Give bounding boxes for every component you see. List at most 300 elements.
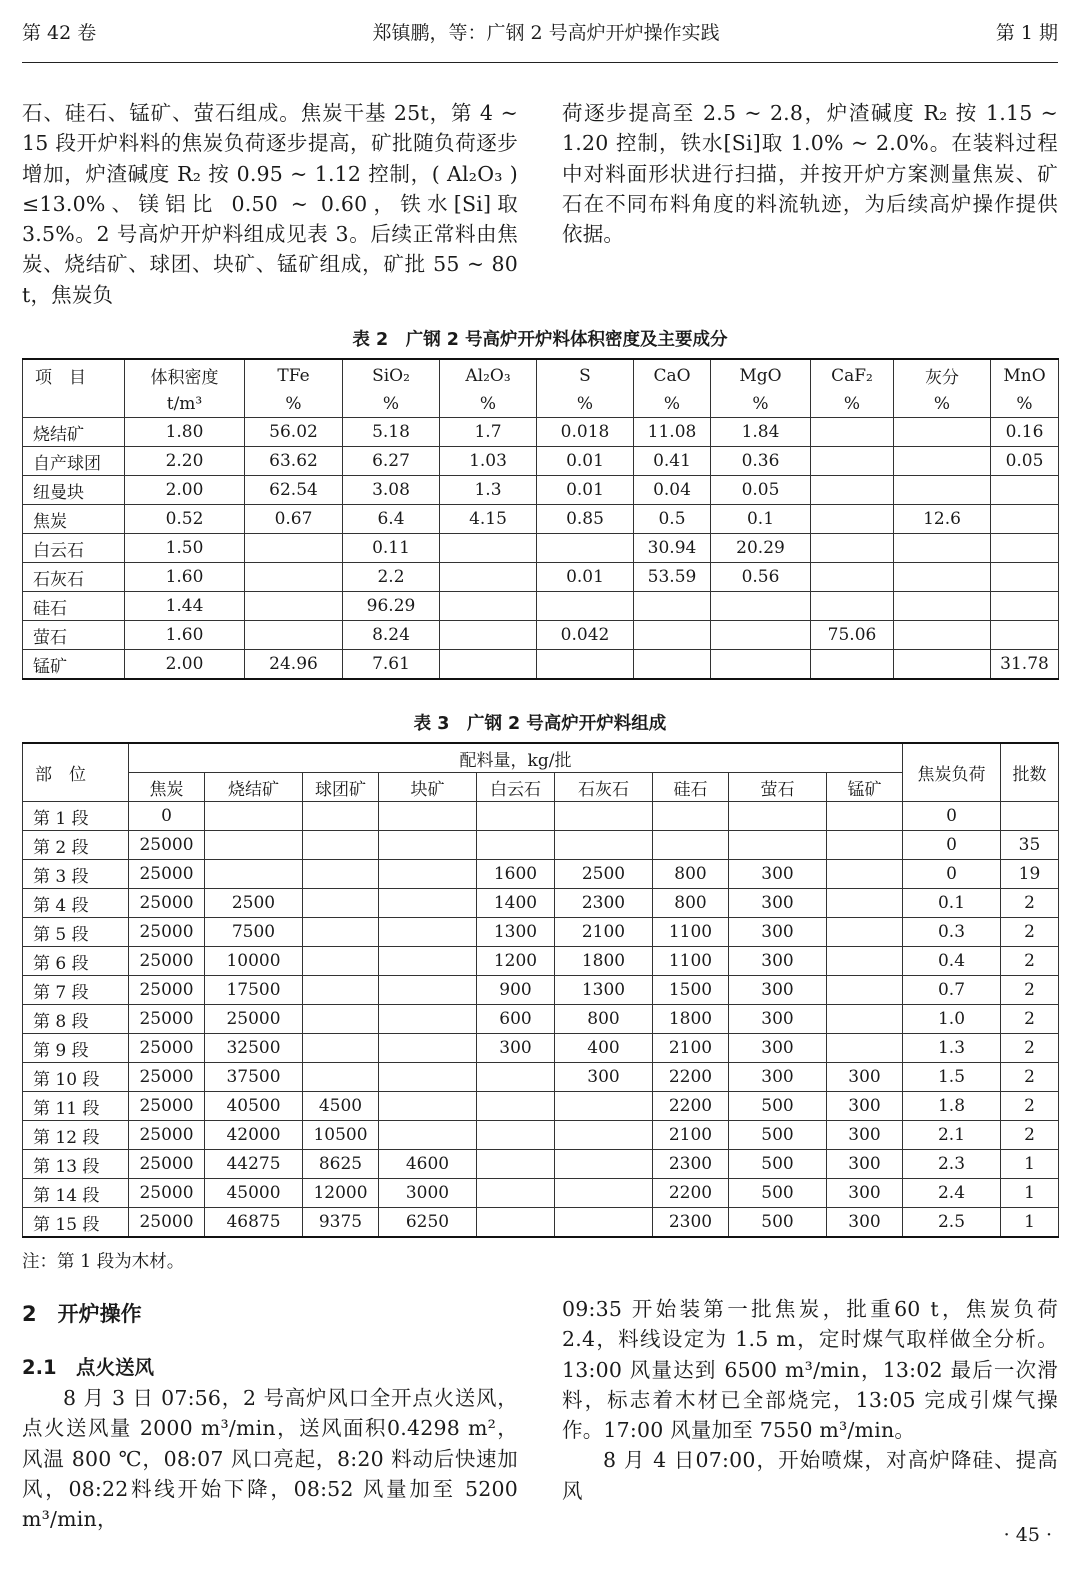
table-row xyxy=(23,1005,1059,1034)
section2-left-text: 8 月 3 日 07:56，2 号高炉风口全开点火送风，点火送风量 2000 m³/min，送风面积0.4298 m²，风温 800 ℃，08:07 风口亮起，8:20 料动后快速加风，08:22料线开始下降，08:52 风量加至 5200 m³/min， xyxy=(22,1386,518,1532)
table2-unit-row xyxy=(23,391,1059,418)
table2-unit-cell: % xyxy=(711,391,811,418)
table-cell xyxy=(477,1121,555,1150)
table-cell: 40500 xyxy=(205,1092,303,1121)
table-cell xyxy=(477,1208,555,1238)
intro-left-column xyxy=(22,98,518,310)
table-row xyxy=(23,1121,1059,1150)
table-cell xyxy=(477,1092,555,1121)
table2 xyxy=(22,358,1059,680)
table-cell xyxy=(711,650,811,680)
table-cell: 2 xyxy=(1001,976,1059,1005)
table2-header-cell: Al₂O₃ xyxy=(440,359,537,391)
table-cell: 1.7 xyxy=(440,418,537,447)
page-number: · 45 · xyxy=(1003,1524,1052,1546)
table-cell xyxy=(811,505,894,534)
table-cell: 30.94 xyxy=(634,534,711,563)
intro-right-text: 荷逐步提高至 2.5 ~ 2.8，炉渣碱度 R₂ 按 1.15 ~ 1.20 控制，铁水[Si]取 1.0% ~ 2.0%。在装料过程中对料面形状进行扫描，并按开炉方案测量焦炭、矿石在不同布料角度的料流轨迹，为后续高炉操作提供依据。 xyxy=(562,101,1058,247)
table-cell: 2.00 xyxy=(125,650,245,680)
table-cell xyxy=(205,860,303,889)
table-cell xyxy=(811,592,894,621)
table-cell: 0.41 xyxy=(634,447,711,476)
table-cell xyxy=(379,1034,477,1063)
table-cell: 0.85 xyxy=(537,505,634,534)
table-row xyxy=(23,1063,1059,1092)
table-cell: 25000 xyxy=(129,1121,205,1150)
table-cell xyxy=(303,831,379,860)
table3-part-header: 部 位 xyxy=(23,743,129,802)
table-cell: 37500 xyxy=(205,1063,303,1092)
header-issue: 第 1 期 xyxy=(995,21,1058,44)
table-cell xyxy=(379,918,477,947)
table-cell: 46875 xyxy=(205,1208,303,1238)
table-cell xyxy=(477,802,555,831)
table-row xyxy=(23,918,1059,947)
table-cell: 31.78 xyxy=(991,650,1059,680)
table-cell: 2300 xyxy=(653,1208,729,1238)
table-cell: 第 10 段 xyxy=(23,1063,129,1092)
table-row xyxy=(23,1179,1059,1208)
table-cell: 300 xyxy=(827,1179,903,1208)
table-cell: 25000 xyxy=(129,918,205,947)
table-cell: 0 xyxy=(903,831,1001,860)
table-cell xyxy=(379,1121,477,1150)
table3-sub-header-cell: 块矿 xyxy=(379,773,477,802)
table-cell xyxy=(477,1063,555,1092)
table-cell xyxy=(811,563,894,592)
table2-header-cell: SiO₂ xyxy=(343,359,440,391)
table-cell: 焦炭 xyxy=(23,505,125,534)
table2-unit-cell: % xyxy=(634,391,711,418)
table2-header-cell: 灰分 xyxy=(894,359,991,391)
table3-sub-header-cell: 硅石 xyxy=(653,773,729,802)
table-cell: 300 xyxy=(729,1005,827,1034)
table-cell: 第 15 段 xyxy=(23,1208,129,1238)
table-cell xyxy=(245,592,343,621)
intro-right-column xyxy=(562,98,1058,249)
table-row xyxy=(23,1034,1059,1063)
table3-sub-header-cell: 焦炭 xyxy=(129,773,205,802)
table-row xyxy=(23,947,1059,976)
table-cell xyxy=(245,621,343,650)
table-cell: 0.01 xyxy=(537,563,634,592)
table-cell: 19 xyxy=(1001,860,1059,889)
table-cell: 2500 xyxy=(205,889,303,918)
table-cell: 3.08 xyxy=(343,476,440,505)
table-cell xyxy=(379,831,477,860)
table-cell xyxy=(379,1005,477,1034)
table-cell xyxy=(555,1208,653,1238)
table2-caption: 表 2 广钢 2 号高炉开炉料体积密度及主要成分 xyxy=(352,330,728,350)
table-cell xyxy=(440,563,537,592)
section2-right-paragraph-1: 09:35 开始装第一批焦炭，批重60 t，焦炭负荷 2.4，料线设定为 1.5 m，定时煤气取样做全分析。13:00 风量达到 6500 m³/min，13:02 最后一次滑料，标志着木材已全部烧完，13:05 完成引煤气操作。17:00 风量加至 7550 m³/min。 xyxy=(562,1297,1058,1443)
table-cell: 石灰石 xyxy=(23,563,125,592)
table-cell: 300 xyxy=(729,889,827,918)
table-cell: 2 xyxy=(1001,1121,1059,1150)
table-cell: 0.01 xyxy=(537,476,634,505)
table-cell: 1200 xyxy=(477,947,555,976)
table-cell: 1800 xyxy=(555,947,653,976)
table-row xyxy=(23,476,1059,505)
table-cell: 1600 xyxy=(477,860,555,889)
table-cell: 1.60 xyxy=(125,621,245,650)
table2-body xyxy=(23,418,1059,680)
table-cell: 2 xyxy=(1001,1063,1059,1092)
table-cell: 第 8 段 xyxy=(23,1005,129,1034)
table-cell: 第 5 段 xyxy=(23,918,129,947)
table-cell xyxy=(379,1063,477,1092)
table-cell: 9375 xyxy=(303,1208,379,1238)
table-cell: 12000 xyxy=(303,1179,379,1208)
table-cell: 1800 xyxy=(653,1005,729,1034)
table-cell: 2100 xyxy=(555,918,653,947)
table-cell xyxy=(205,831,303,860)
table-cell xyxy=(653,831,729,860)
table-cell xyxy=(729,831,827,860)
table-cell: 0.1 xyxy=(711,505,811,534)
table-cell: 第 7 段 xyxy=(23,976,129,1005)
table-cell: 第 11 段 xyxy=(23,1092,129,1121)
table-cell: 600 xyxy=(477,1005,555,1034)
table-cell: 0 xyxy=(129,802,205,831)
table-cell: 1 xyxy=(1001,1208,1059,1238)
table-cell: 1.5 xyxy=(903,1063,1001,1092)
table-cell: 500 xyxy=(729,1121,827,1150)
table-cell: 4600 xyxy=(379,1150,477,1179)
table-cell: 0.018 xyxy=(537,418,634,447)
table-cell: 25000 xyxy=(129,1063,205,1092)
table3 xyxy=(22,742,1059,1238)
table-cell: 1.3 xyxy=(440,476,537,505)
table-cell xyxy=(379,976,477,1005)
table-cell xyxy=(827,831,903,860)
table-cell: 2 xyxy=(1001,1034,1059,1063)
table-cell: 2 xyxy=(1001,1092,1059,1121)
table-cell: 0.7 xyxy=(903,976,1001,1005)
table-cell: 0.5 xyxy=(634,505,711,534)
table-cell xyxy=(303,802,379,831)
subsection-heading: 2.1 点火送风 xyxy=(22,1356,155,1379)
table-cell: 第 14 段 xyxy=(23,1179,129,1208)
table-cell: 1.3 xyxy=(903,1034,1001,1063)
table3-sub-header-cell: 石灰石 xyxy=(555,773,653,802)
table-cell: 0.05 xyxy=(711,476,811,505)
table-cell: 2300 xyxy=(653,1150,729,1179)
table-cell: 10000 xyxy=(205,947,303,976)
table3-caption: 表 3 广钢 2 号高炉开炉料组成 xyxy=(413,714,667,734)
table-cell: 2.1 xyxy=(903,1121,1001,1150)
table-cell: 1.44 xyxy=(125,592,245,621)
table-cell xyxy=(991,505,1059,534)
table2-unit-cell: t/m³ xyxy=(125,391,245,418)
table-cell: 500 xyxy=(729,1150,827,1179)
table2-header-cell: CaF₂ xyxy=(811,359,894,391)
table2-header-cell: 体积密度 xyxy=(125,359,245,391)
table-cell: 4500 xyxy=(303,1092,379,1121)
table-cell: 300 xyxy=(555,1063,653,1092)
table-cell xyxy=(303,1063,379,1092)
table3-body xyxy=(23,802,1059,1238)
table-cell: 第 9 段 xyxy=(23,1034,129,1063)
table-cell: 0.05 xyxy=(991,447,1059,476)
table-cell: 第 2 段 xyxy=(23,831,129,860)
table-cell: 25000 xyxy=(129,1034,205,1063)
table-cell xyxy=(711,621,811,650)
table-cell: 2 xyxy=(1001,889,1059,918)
table2-unit-cell: % xyxy=(440,391,537,418)
table-cell xyxy=(991,476,1059,505)
table-cell: 800 xyxy=(653,889,729,918)
table-cell xyxy=(827,947,903,976)
table-cell: 第 6 段 xyxy=(23,947,129,976)
table-cell xyxy=(245,534,343,563)
table2-header-cell: 项 目 xyxy=(23,359,125,391)
table-cell: 1400 xyxy=(477,889,555,918)
table-cell xyxy=(477,1150,555,1179)
table3-sub-header-cell: 白云石 xyxy=(477,773,555,802)
table-cell xyxy=(634,592,711,621)
table-cell xyxy=(379,802,477,831)
table-cell xyxy=(537,592,634,621)
table2-unit-cell xyxy=(23,391,125,418)
table-cell: 1.60 xyxy=(125,563,245,592)
table2-header-cell: S xyxy=(537,359,634,391)
table3-sub-header-cell: 锰矿 xyxy=(827,773,903,802)
table-cell xyxy=(205,802,303,831)
header-title: 郑镇鹏，等：广钢 2 号高炉开炉操作实践 xyxy=(372,21,720,44)
table3-sub-header-cell: 球团矿 xyxy=(303,773,379,802)
table-cell: 0.3 xyxy=(903,918,1001,947)
table2-header-row xyxy=(23,359,1059,391)
table-cell: 0.67 xyxy=(245,505,343,534)
table-cell: 300 xyxy=(729,1063,827,1092)
table-cell: 35 xyxy=(1001,831,1059,860)
table-row xyxy=(23,592,1059,621)
table-row xyxy=(23,650,1059,680)
table-cell: 2.3 xyxy=(903,1150,1001,1179)
table-cell: 800 xyxy=(653,860,729,889)
table-cell xyxy=(477,831,555,860)
table-cell: 2300 xyxy=(555,889,653,918)
table-cell xyxy=(894,418,991,447)
table-cell: 44275 xyxy=(205,1150,303,1179)
table-cell: 300 xyxy=(729,1034,827,1063)
table-cell: 25000 xyxy=(129,889,205,918)
table-cell: 96.29 xyxy=(343,592,440,621)
table-cell: 300 xyxy=(827,1208,903,1238)
table-cell: 25000 xyxy=(129,1208,205,1238)
table-cell: 25000 xyxy=(129,860,205,889)
table-cell: 0.042 xyxy=(537,621,634,650)
table-cell: 2.4 xyxy=(903,1179,1001,1208)
table-cell: 300 xyxy=(827,1092,903,1121)
running-header xyxy=(22,0,1058,63)
table-cell xyxy=(634,621,711,650)
table-cell: 第 4 段 xyxy=(23,889,129,918)
table-row xyxy=(23,505,1059,534)
table-cell: 1300 xyxy=(555,976,653,1005)
table-row xyxy=(23,889,1059,918)
table-cell: 300 xyxy=(729,860,827,889)
table-cell: 56.02 xyxy=(245,418,343,447)
table-cell: 45000 xyxy=(205,1179,303,1208)
table-cell: 63.62 xyxy=(245,447,343,476)
table-cell: 2100 xyxy=(653,1121,729,1150)
table-cell xyxy=(811,534,894,563)
table-cell: 800 xyxy=(555,1005,653,1034)
table2-header-cell: MnO xyxy=(991,359,1059,391)
table-cell xyxy=(894,650,991,680)
table-cell: 萤石 xyxy=(23,621,125,650)
table-cell: 6250 xyxy=(379,1208,477,1238)
table2-header-cell: TFe xyxy=(245,359,343,391)
table-cell: 300 xyxy=(827,1150,903,1179)
table-cell: 1.80 xyxy=(125,418,245,447)
table-cell xyxy=(991,621,1059,650)
table-cell: 硅石 xyxy=(23,592,125,621)
table-cell: 1.84 xyxy=(711,418,811,447)
table-cell xyxy=(303,860,379,889)
table-cell xyxy=(827,976,903,1005)
table-row xyxy=(23,976,1059,1005)
table-cell: 24.96 xyxy=(245,650,343,680)
table2-header-cell: MgO xyxy=(711,359,811,391)
table-cell xyxy=(379,889,477,918)
table-cell: 300 xyxy=(729,947,827,976)
table2-header-cell: CaO xyxy=(634,359,711,391)
section-heading: 2 开炉操作 xyxy=(22,1302,142,1326)
table-cell xyxy=(537,650,634,680)
table-cell xyxy=(440,534,537,563)
table-cell xyxy=(303,918,379,947)
table-cell: 1 xyxy=(1001,1150,1059,1179)
table-cell: 0.11 xyxy=(343,534,440,563)
table-cell: 8.24 xyxy=(343,621,440,650)
section2-right-paragraph-2: 8 月 4 日07:00，开始喷煤，对高炉降硅、提高风 xyxy=(562,1448,1058,1503)
table-row xyxy=(23,447,1059,476)
table-cell xyxy=(653,802,729,831)
table-cell: 300 xyxy=(729,918,827,947)
table-cell: 1100 xyxy=(653,947,729,976)
table-cell: 75.06 xyxy=(811,621,894,650)
table2-unit-cell: % xyxy=(894,391,991,418)
table-cell xyxy=(555,802,653,831)
table-cell: 25000 xyxy=(129,976,205,1005)
table-cell: 1100 xyxy=(653,918,729,947)
table-cell xyxy=(894,447,991,476)
table-cell: 2500 xyxy=(555,860,653,889)
table-cell: 10500 xyxy=(303,1121,379,1150)
table2-unit-cell: % xyxy=(991,391,1059,418)
table-cell: 25000 xyxy=(129,1179,205,1208)
table-cell: 400 xyxy=(555,1034,653,1063)
table-cell: 锰矿 xyxy=(23,650,125,680)
table-cell xyxy=(827,802,903,831)
table-cell xyxy=(827,1034,903,1063)
table-cell xyxy=(379,1092,477,1121)
table-cell: 2.20 xyxy=(125,447,245,476)
intro-left-text: 石、硅石、锰矿、萤石组成。焦炭干基 25t，第 4 ~ 15 段开炉料料的焦炭负荷逐步提高，矿批随负荷逐步增加，炉渣碱度 R₂ 按 0.95 ~ 1.12 控制，( Al₂O₃ ) ≤13.0%、镁铝比 0.50 ~ 0.60，铁水[Si]取 3.5%。2 号高炉开炉料组成见表 3。后续正常料由焦炭、烧结矿、球团、块矿、锰矿组成，矿批 55 ~ 80 t，焦炭负 xyxy=(22,101,518,307)
table-cell: 7500 xyxy=(205,918,303,947)
table-row xyxy=(23,802,1059,831)
table-cell xyxy=(303,1034,379,1063)
table-cell: 2.00 xyxy=(125,476,245,505)
table-cell xyxy=(729,802,827,831)
table-cell: 20.29 xyxy=(711,534,811,563)
table-cell: 3000 xyxy=(379,1179,477,1208)
table-row xyxy=(23,860,1059,889)
table-cell xyxy=(894,563,991,592)
table-cell xyxy=(894,534,991,563)
table-cell: 0.16 xyxy=(991,418,1059,447)
section2-right-column xyxy=(562,1294,1058,1506)
table-cell: 300 xyxy=(827,1063,903,1092)
table-cell: 900 xyxy=(477,976,555,1005)
table-cell: 2 xyxy=(1001,1005,1059,1034)
table-cell: 17500 xyxy=(205,976,303,1005)
table-cell: 1300 xyxy=(477,918,555,947)
table-cell: 1.03 xyxy=(440,447,537,476)
table-cell: 1.50 xyxy=(125,534,245,563)
table-cell: 纽曼块 xyxy=(23,476,125,505)
table-cell: 6.4 xyxy=(343,505,440,534)
table-cell: 11.08 xyxy=(634,418,711,447)
section2-left-column xyxy=(22,1383,518,1534)
table-cell: 0.01 xyxy=(537,447,634,476)
table-cell: 0 xyxy=(903,802,1001,831)
table-row xyxy=(23,418,1059,447)
table-cell: 300 xyxy=(827,1121,903,1150)
table-row xyxy=(23,621,1059,650)
table-cell: 2.5 xyxy=(903,1208,1001,1238)
table-cell: 2 xyxy=(1001,918,1059,947)
table-cell: 25000 xyxy=(129,831,205,860)
table-cell: 8625 xyxy=(303,1150,379,1179)
table-cell: 62.54 xyxy=(245,476,343,505)
table-cell xyxy=(811,447,894,476)
table-cell: 500 xyxy=(729,1179,827,1208)
table-row xyxy=(23,534,1059,563)
table-cell: 5.18 xyxy=(343,418,440,447)
table3-sub-header-cell: 烧结矿 xyxy=(205,773,303,802)
table-cell: 0.52 xyxy=(125,505,245,534)
table2-unit-cell: % xyxy=(811,391,894,418)
table-cell xyxy=(827,918,903,947)
table-cell xyxy=(827,1005,903,1034)
table-cell xyxy=(440,592,537,621)
table3-sub-header-cell: 萤石 xyxy=(729,773,827,802)
table-cell: 1 xyxy=(1001,1179,1059,1208)
table-cell: 第 3 段 xyxy=(23,860,129,889)
table-cell xyxy=(991,592,1059,621)
table-cell: 2 xyxy=(1001,947,1059,976)
table-cell: 300 xyxy=(477,1034,555,1063)
table-cell: 42000 xyxy=(205,1121,303,1150)
table-cell: 0.4 xyxy=(903,947,1001,976)
table-cell: 25000 xyxy=(129,947,205,976)
table-cell: 32500 xyxy=(205,1034,303,1063)
table-cell: 25000 xyxy=(129,1150,205,1179)
table2-unit-cell: % xyxy=(537,391,634,418)
table-cell: 2100 xyxy=(653,1034,729,1063)
table-row xyxy=(23,831,1059,860)
table-cell xyxy=(303,1005,379,1034)
table-cell: 7.61 xyxy=(343,650,440,680)
table-cell: 2200 xyxy=(653,1063,729,1092)
table3-group-header: 配料量，kg/批 xyxy=(129,743,903,773)
table3-header-row-1 xyxy=(23,743,1059,773)
table-cell: 烧结矿 xyxy=(23,418,125,447)
